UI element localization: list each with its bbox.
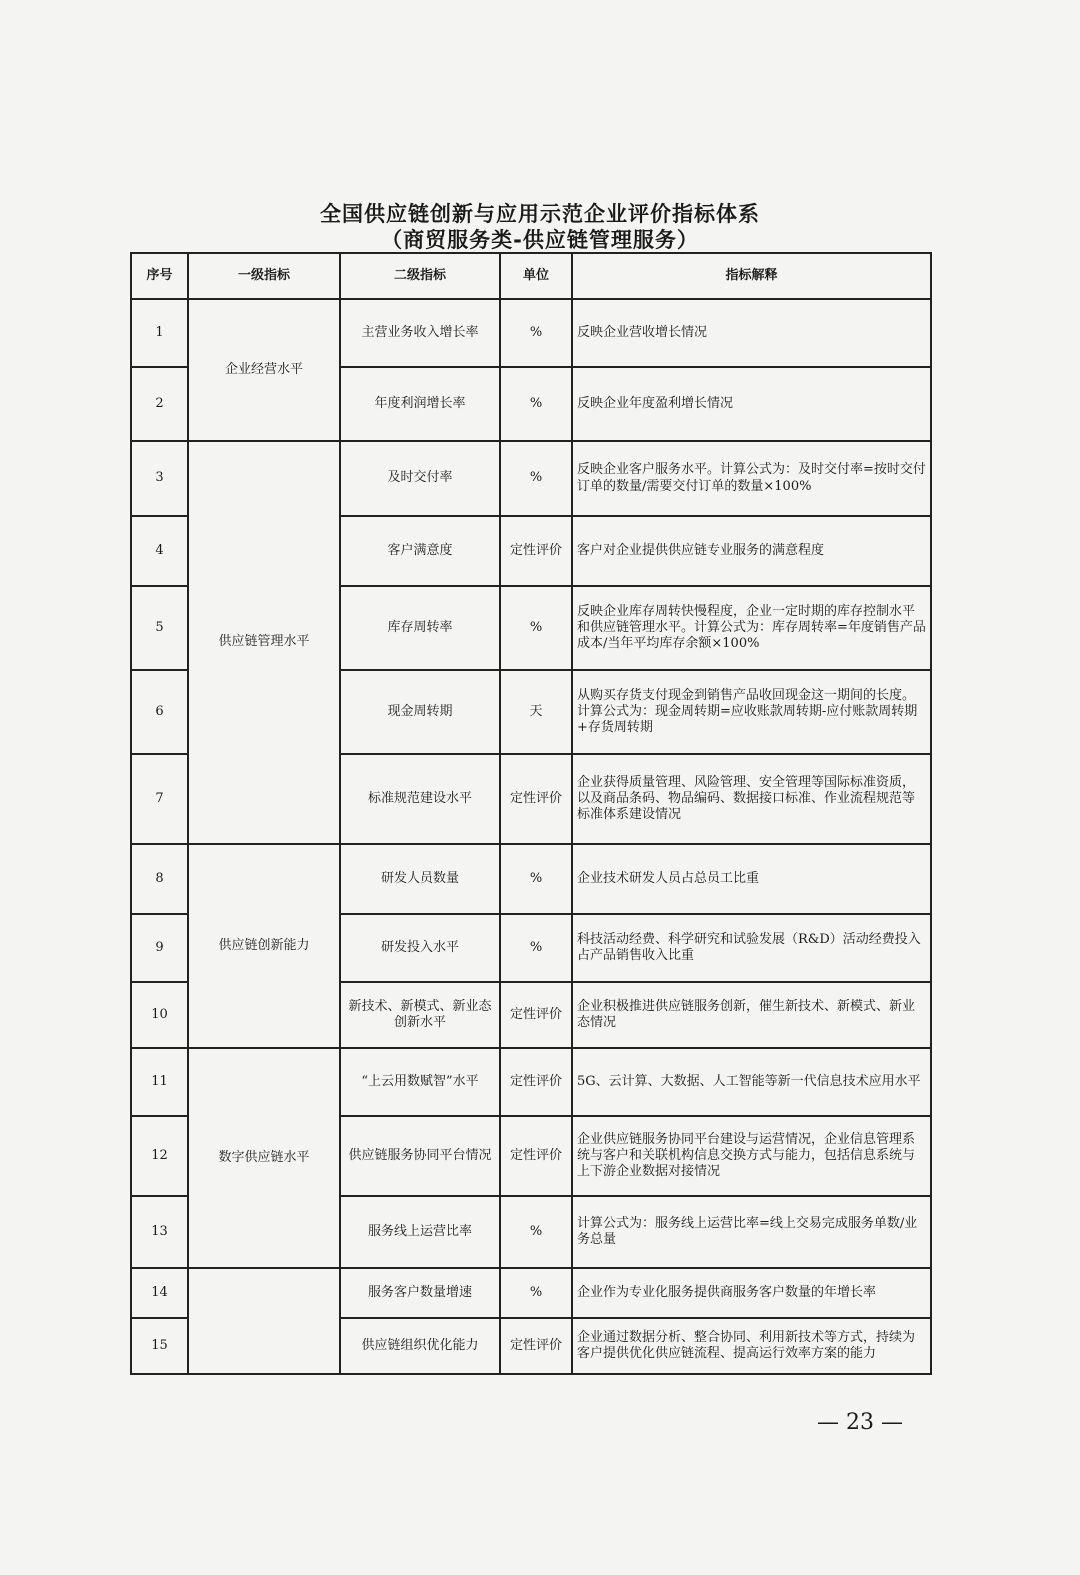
- header-desc: 指标解释: [572, 253, 931, 299]
- cell-level2: 供应链服务协同平台情况: [340, 1116, 500, 1196]
- cell-unit: %: [500, 586, 572, 670]
- cell-level2: 服务线上运营比率: [340, 1196, 500, 1268]
- cell-unit: 定性评价: [500, 1048, 572, 1116]
- cell-desc: 计算公式为：服务线上运营比率=线上交易完成服务单数/业务总量: [572, 1196, 931, 1268]
- cell-seq: 2: [131, 367, 188, 441]
- table-header-row: [131, 253, 931, 299]
- cell-level1: [188, 1268, 340, 1374]
- cell-level2: 服务客户数量增速: [340, 1268, 500, 1318]
- cell-desc: 反映企业客户服务水平。计算公式为：及时交付率=按时交付订单的数量/需要交付订单的数量×100%: [572, 441, 931, 516]
- cell-seq: 5: [131, 586, 188, 670]
- cell-seq: 1: [131, 299, 188, 367]
- cell-unit: 定性评价: [500, 1116, 572, 1196]
- cell-level2: 研发投入水平: [340, 914, 500, 982]
- cell-desc: 客户对企业提供供应链专业服务的满意程度: [572, 516, 931, 586]
- doc-title: 全国供应链创新与应用示范企业评价指标体系: [320, 202, 760, 226]
- cell-desc: 企业供应链服务协同平台建设与运营情况，企业信息管理系统与客户和关联机构信息交换方式与能力，包括信息系统与上下游企业数据对接情况: [572, 1116, 931, 1196]
- cell-seq: 10: [131, 982, 188, 1048]
- cell-level1: 企业经营水平: [188, 299, 340, 441]
- doc-subtitle: （商贸服务类-供应链管理服务）: [381, 228, 699, 252]
- cell-desc: 5G、云计算、大数据、人工智能等新一代信息技术应用水平: [572, 1048, 931, 1116]
- cell-unit: 天: [500, 670, 572, 754]
- cell-level2: 标准规范建设水平: [340, 754, 500, 844]
- cell-level2: “上云用数赋智”水平: [340, 1048, 500, 1116]
- table-row: [131, 844, 931, 914]
- table-row: [131, 441, 931, 516]
- cell-unit: 定性评价: [500, 754, 572, 844]
- header-level1: 一级指标: [188, 253, 340, 299]
- cell-level2: 及时交付率: [340, 441, 500, 516]
- indicator-table: [130, 252, 932, 1375]
- cell-unit: %: [500, 299, 572, 367]
- cell-desc: 科技活动经费、科学研究和试验发展（R&D）活动经费投入占产品销售收入比重: [572, 914, 931, 982]
- cell-unit: %: [500, 914, 572, 982]
- cell-desc: 企业积极推进供应链服务创新，催生新技术、新模式、新业态情况: [572, 982, 931, 1048]
- cell-level1: 数字供应链水平: [188, 1048, 340, 1268]
- cell-unit: 定性评价: [500, 982, 572, 1048]
- cell-seq: 7: [131, 754, 188, 844]
- cell-level2: 客户满意度: [340, 516, 500, 586]
- cell-desc: 企业获得质量管理、风险管理、安全管理等国际标准资质，以及商品条码、物品编码、数据接口标准、作业流程规范等标准体系建设情况: [572, 754, 931, 844]
- cell-level2: 新技术、新模式、新业态创新水平: [340, 982, 500, 1048]
- table-body: [131, 299, 931, 1374]
- cell-level1: 供应链创新能力: [188, 844, 340, 1048]
- header-unit: 单位: [500, 253, 572, 299]
- cell-desc: 企业作为专业化服务提供商服务客户数量的年增长率: [572, 1268, 931, 1318]
- cell-desc: 从购买存货支付现金到销售产品收回现金这一期间的长度。计算公式为：现金周转期=应收账款周转期-应付账款周转期+存货周转期: [572, 670, 931, 754]
- cell-seq: 13: [131, 1196, 188, 1268]
- cell-unit: 定性评价: [500, 1318, 572, 1374]
- cell-seq: 15: [131, 1318, 188, 1374]
- header-seq: 序号: [131, 253, 188, 299]
- cell-seq: 12: [131, 1116, 188, 1196]
- cell-seq: 6: [131, 670, 188, 754]
- cell-desc: 反映企业库存周转快慢程度，企业一定时期的库存控制水平和供应链管理水平。计算公式为：库存周转率=年度销售产品成本/当年平均库存余额×100%: [572, 586, 931, 670]
- cell-level2: 库存周转率: [340, 586, 500, 670]
- cell-seq: 8: [131, 844, 188, 914]
- cell-unit: %: [500, 441, 572, 516]
- cell-level2: 研发人员数量: [340, 844, 500, 914]
- cell-level2: 现金周转期: [340, 670, 500, 754]
- cell-seq: 9: [131, 914, 188, 982]
- cell-unit: %: [500, 367, 572, 441]
- cell-seq: 4: [131, 516, 188, 586]
- table-row: [131, 1268, 931, 1318]
- cell-desc: 反映企业年度盈利增长情况: [572, 367, 931, 441]
- cell-desc: 企业通过数据分析、整合协同、利用新技术等方式，持续为客户提供优化供应链流程、提高运行效率方案的能力: [572, 1318, 931, 1374]
- cell-desc: 企业技术研发人员占总员工比重: [572, 844, 931, 914]
- cell-unit: 定性评价: [500, 516, 572, 586]
- cell-level2: 年度利润增长率: [340, 367, 500, 441]
- cell-unit: %: [500, 1268, 572, 1318]
- header-level2: 二级指标: [340, 253, 500, 299]
- cell-level1: 供应链管理水平: [188, 441, 340, 844]
- cell-unit: %: [500, 844, 572, 914]
- cell-level2: 供应链组织优化能力: [340, 1318, 500, 1374]
- cell-unit: %: [500, 1196, 572, 1268]
- cell-desc: 反映企业营收增长情况: [572, 299, 931, 367]
- cell-seq: 11: [131, 1048, 188, 1116]
- cell-seq: 3: [131, 441, 188, 516]
- table-row: [131, 299, 931, 367]
- page-number: — 23 —: [817, 1410, 903, 1435]
- cell-seq: 14: [131, 1268, 188, 1318]
- cell-level2: 主营业务收入增长率: [340, 299, 500, 367]
- table-row: [131, 1048, 931, 1116]
